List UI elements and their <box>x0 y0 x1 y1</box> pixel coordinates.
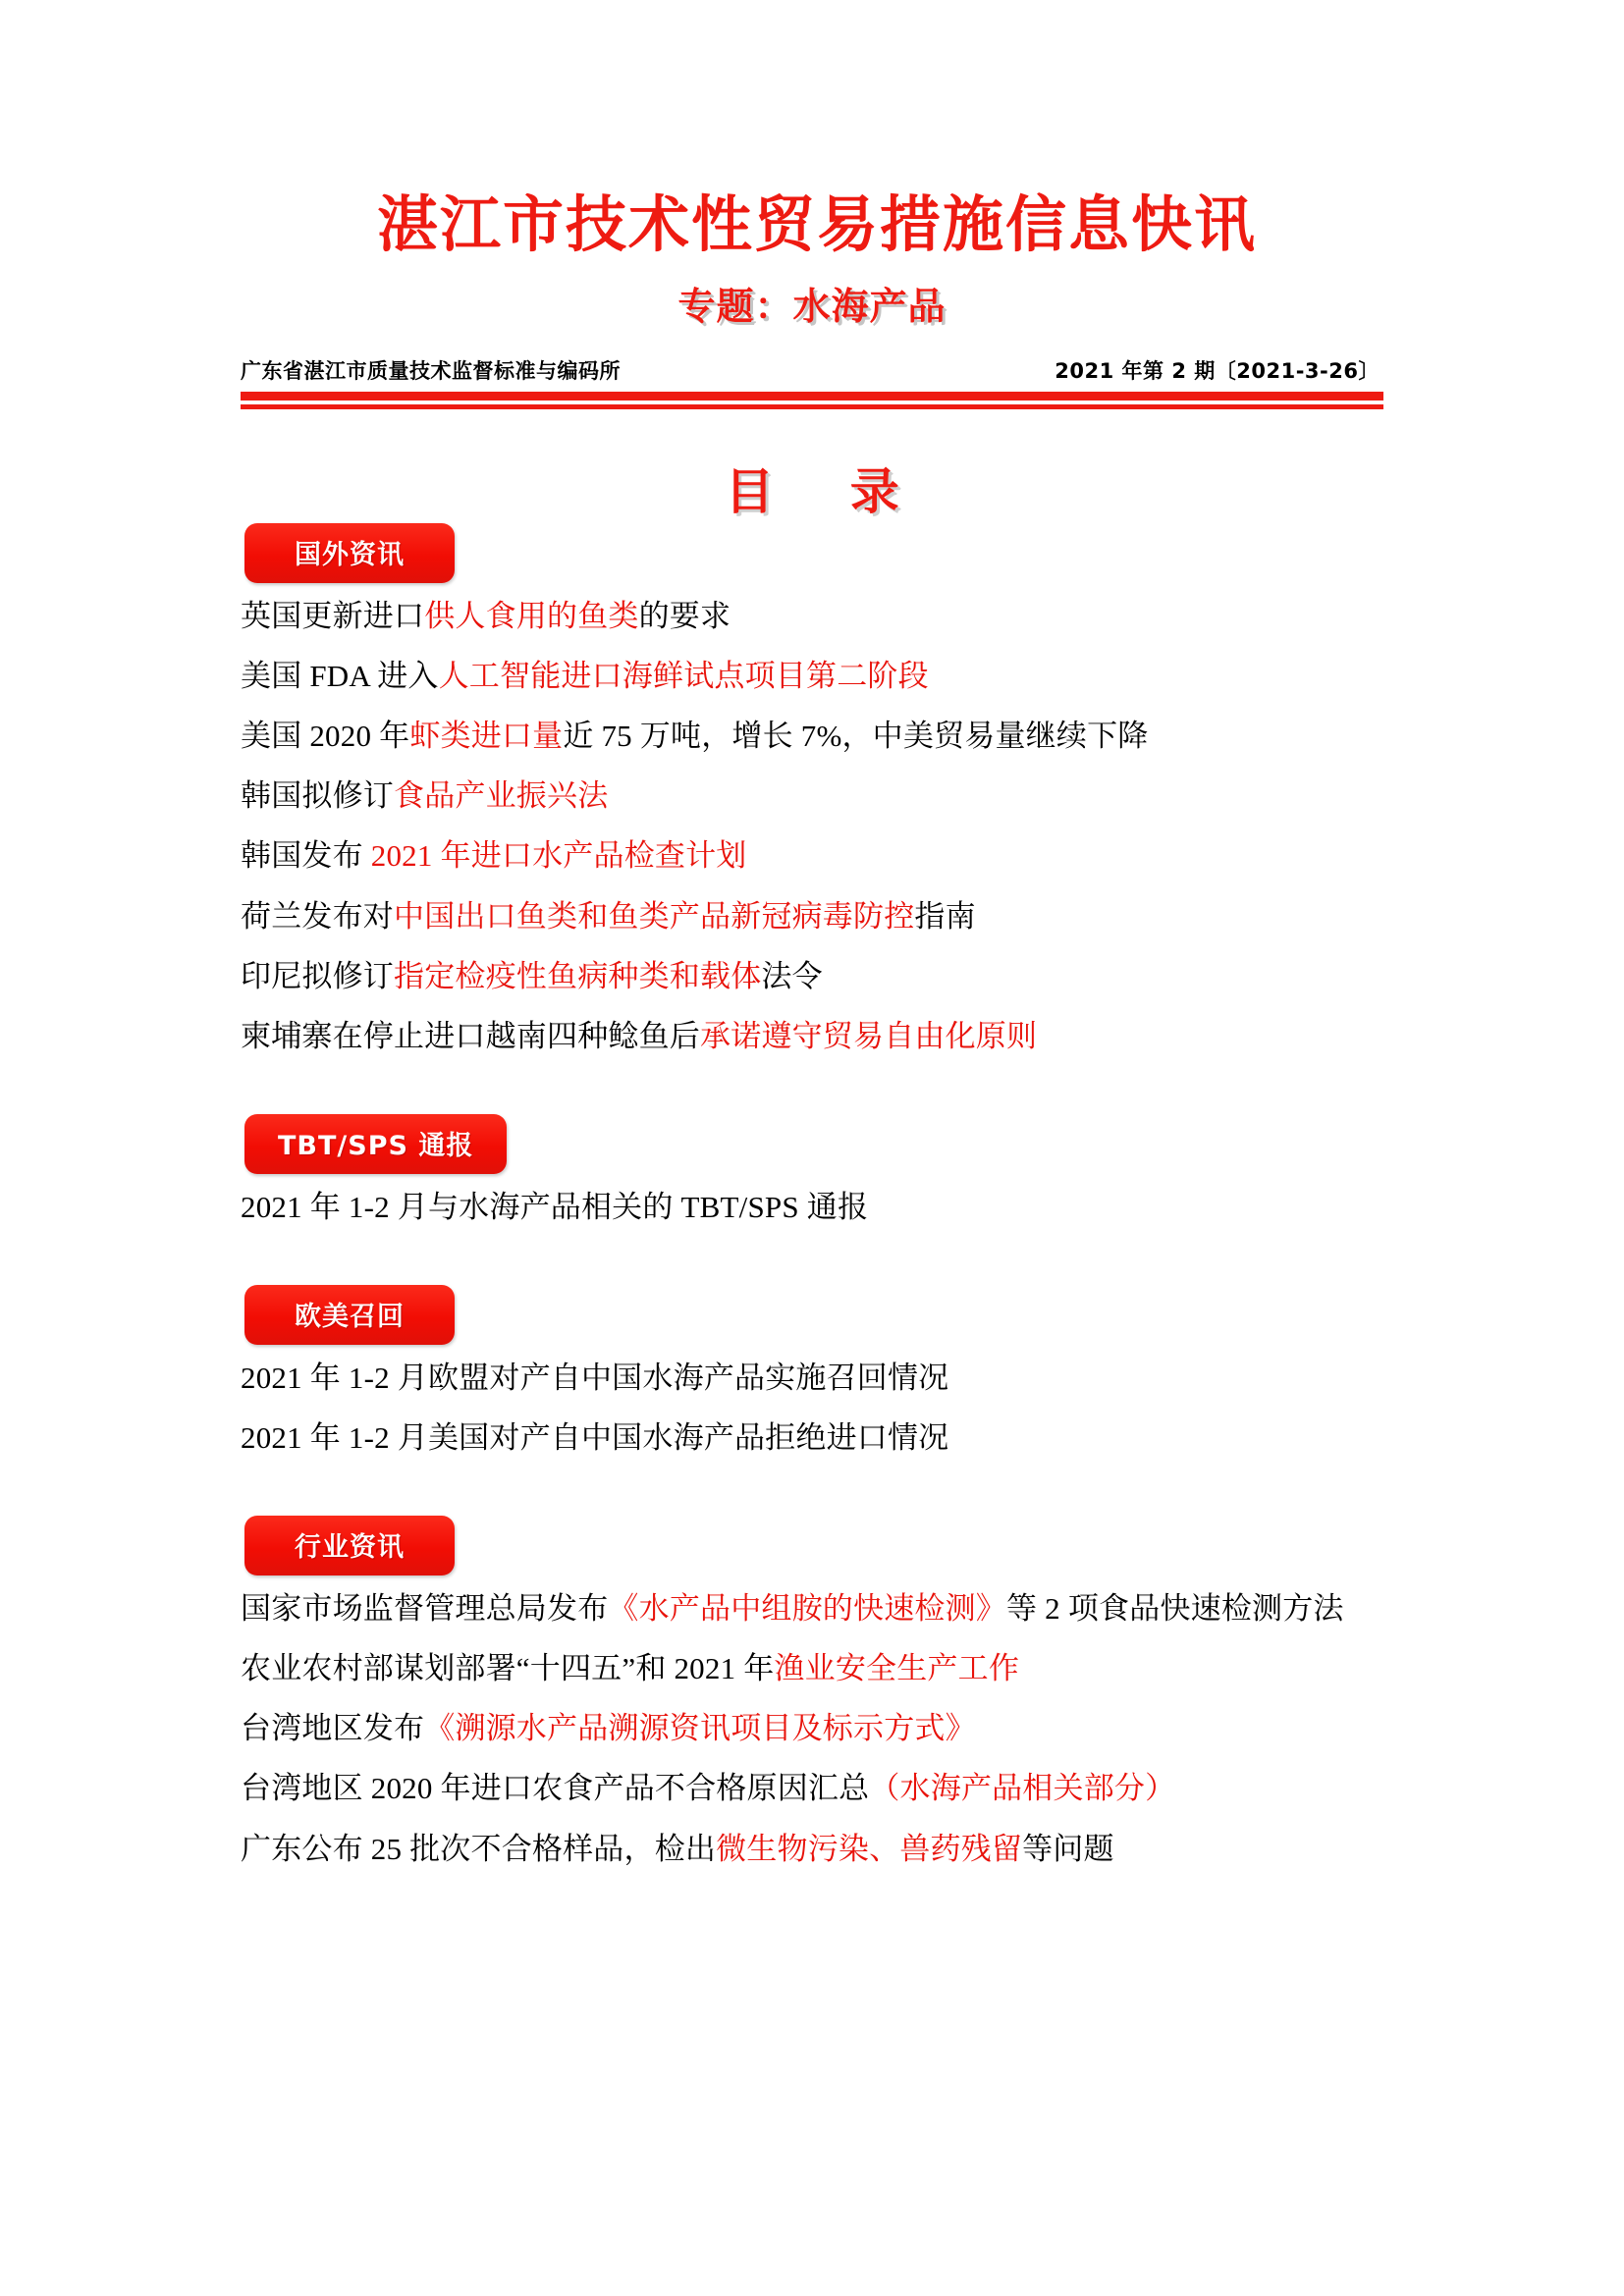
toc-entry-text: 的要求 <box>638 598 731 633</box>
toc-entry-highlight: 供人食用的鱼类 <box>424 598 639 633</box>
toc-entry-text: 指南 <box>914 898 976 934</box>
toc-entry-text: 2021 年 1-2 月欧盟对产自中国水海产品实施召回情况 <box>241 1360 949 1395</box>
toc-entry-list <box>241 1585 1391 1872</box>
toc-entry[interactable] <box>241 653 1391 699</box>
publisher-organization: 广东省湛江市质量技术监督标准与编码所 <box>241 358 621 383</box>
divider-thick-line <box>241 392 1383 400</box>
toc-entry[interactable] <box>241 1585 1391 1631</box>
section-badge-row <box>241 1516 1391 1575</box>
toc-entry[interactable] <box>241 1705 1391 1751</box>
toc-entry-highlight: 《水产品中组胺的快速检测》 <box>608 1591 1007 1627</box>
toc-entry-text: 2021 年 1-2 月与水海产品相关的 TBT/SPS 通报 <box>241 1189 869 1224</box>
toc-entry[interactable] <box>241 953 1391 999</box>
section-badge: 欧美召回 <box>244 1285 455 1345</box>
page-title: 湛江市技术性贸易措施信息快讯 <box>376 188 1257 260</box>
toc-entry-text: 韩国发布 <box>241 838 371 874</box>
toc-entry-text: 农业农村部谋划部署“十四五”和 2021 年 <box>241 1651 775 1686</box>
masthead <box>0 0 1624 409</box>
issue-bar <box>241 355 1383 385</box>
issue-number-and-date: 2021 年第 2 期〔2021-3-26〕 <box>1055 358 1380 383</box>
toc-entry-text: 2021 年 1-2 月美国对产自中国水海产品拒绝进口情况 <box>241 1420 949 1456</box>
toc-entry[interactable] <box>241 1415 1391 1461</box>
toc-entry[interactable] <box>241 1645 1391 1691</box>
toc-entry[interactable] <box>241 1013 1391 1059</box>
toc-entry-text: 台湾地区 2020 年进口农食产品不合格原因汇总 <box>241 1771 870 1806</box>
toc-entry-highlight: 中国出口鱼类和鱼类产品新冠病毒防控 <box>394 898 915 934</box>
toc-entry-highlight: （水海产品相关部分） <box>869 1771 1176 1806</box>
toc-entry[interactable] <box>241 893 1391 939</box>
toc-entry-text: 英国更新进口 <box>241 598 425 633</box>
toc-entry-highlight: 《溯源水产品溯源资讯项目及标示方式》 <box>424 1711 976 1746</box>
toc-entry-text: 等 2 项食品快速检测方法 <box>1006 1591 1344 1627</box>
section-badge-row <box>241 523 1391 583</box>
section-badge-row <box>241 1114 1391 1174</box>
toc-entry-text: 美国 2020 年 <box>241 719 410 754</box>
toc-entry-highlight: 虾类进口量 <box>409 719 564 754</box>
toc-entry-text: 印尼拟修订 <box>241 958 394 993</box>
toc-entry-text: 韩国拟修订 <box>241 778 394 814</box>
toc-entry[interactable] <box>241 1765 1391 1811</box>
toc-entry-highlight: 指定检疫性鱼病种类和载体 <box>394 958 762 993</box>
toc-entry-highlight: 人工智能进口海鲜试点项目第二阶段 <box>438 659 929 694</box>
toc-entry-text: 柬埔寨在停止进口越南四种鲶鱼后 <box>241 1018 700 1053</box>
header-divider <box>241 392 1383 409</box>
toc-entry-text: 荷兰发布对 <box>241 898 394 934</box>
toc-entry[interactable] <box>241 832 1391 879</box>
toc-entry-highlight: 2021 年进口水产品检查计划 <box>370 838 747 874</box>
toc-entry-highlight: 食品产业振兴法 <box>394 778 609 814</box>
toc-entry[interactable] <box>241 1184 1391 1230</box>
toc-entry-text: 美国 FDA 进入 <box>241 659 439 694</box>
toc-entry-list <box>241 1355 1391 1461</box>
toc-entry[interactable] <box>241 713 1391 759</box>
divider-thin-line <box>241 404 1383 409</box>
toc-entry-highlight: 微生物污染、兽药残留 <box>716 1831 1023 1866</box>
section-badge-row <box>241 1285 1391 1345</box>
toc-entry-text: 广东公布 25 批次不合格样品，检出 <box>241 1831 717 1866</box>
section-badge: 国外资讯 <box>244 523 455 583</box>
toc-entry[interactable] <box>241 1355 1391 1401</box>
toc-entry-list <box>241 1184 1391 1230</box>
toc-entry-text: 台湾地区发布 <box>241 1711 425 1746</box>
toc-entry[interactable] <box>241 773 1391 819</box>
toc-entry-text: 等问题 <box>1022 1831 1114 1866</box>
section-badge: 行业资讯 <box>244 1516 455 1575</box>
toc-entry[interactable] <box>241 593 1391 639</box>
toc-entry[interactable] <box>241 1826 1391 1872</box>
section-badge: TBT/SPS 通报 <box>244 1114 507 1174</box>
table-of-contents <box>233 523 1391 1872</box>
toc-entry-text: 近 75 万吨，增长 7%，中美贸易量继续下降 <box>563 719 1149 754</box>
toc-entry-list <box>241 593 1391 1059</box>
page-subtitle: 专题：水海产品 <box>677 284 947 328</box>
toc-entry-text: 国家市场监督管理总局发布 <box>241 1591 609 1627</box>
toc-entry-text: 法令 <box>761 958 823 993</box>
toc-entry-highlight: 渔业安全生产工作 <box>774 1651 1020 1686</box>
toc-entry-highlight: 承诺遵守贸易自由化原则 <box>700 1018 1038 1053</box>
table-of-contents-heading: 目 录 <box>725 462 929 520</box>
